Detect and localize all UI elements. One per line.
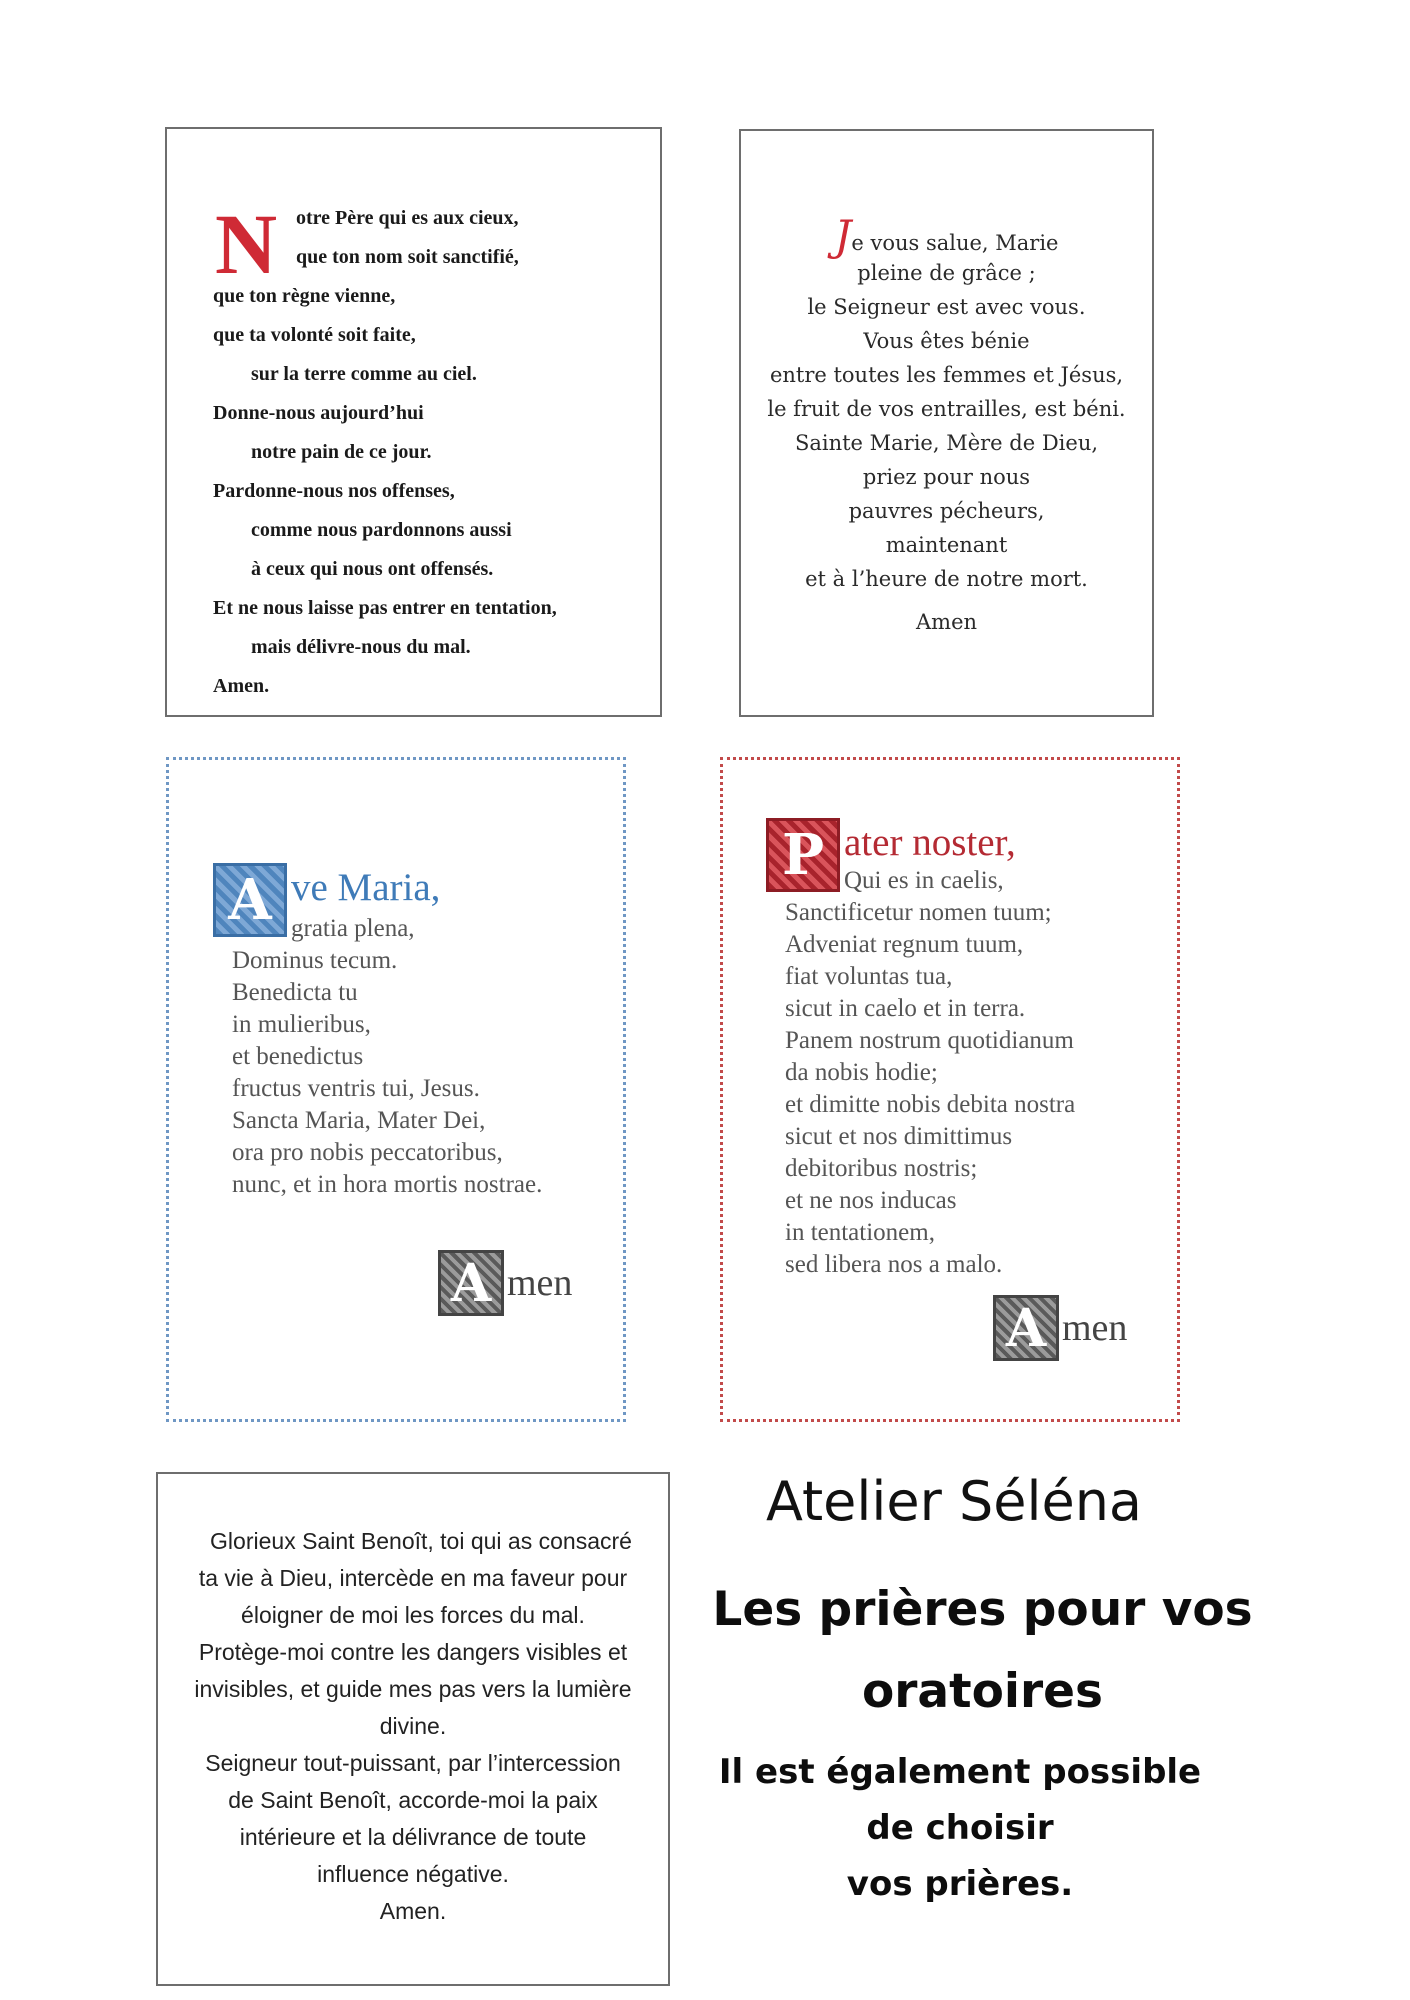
pater-noster-line: sicut in caelo et in terra. (785, 995, 1026, 1022)
notre-pere-line: Amen. (213, 675, 270, 697)
notre-pere-line: otre Père qui es aux cieux, (296, 207, 519, 229)
pater-noster-line: da nobis hodie; (785, 1059, 938, 1086)
saint-benoit-card (156, 1472, 670, 1986)
notre-pere-line: que ton nom soit sanctifié, (296, 246, 519, 268)
ave-maria-line: fructus ventris tui, Jesus. (232, 1075, 480, 1102)
notre-pere-line: sur la terre comme au ciel. (251, 363, 477, 385)
pater-noster-line: sed libera nos a malo. (785, 1251, 1003, 1278)
notre-pere-line: Et ne nous laisse pas entrer en tentation, (213, 597, 557, 619)
pater-noster-line: Sanctificetur nomen tuum; (785, 899, 1052, 926)
pater-noster-line: Adveniat regnum tuum, (785, 931, 1024, 958)
pater-noster-illuminated-initial: P (766, 818, 840, 892)
je-vous-salue-line: Vous êtes bénie (863, 329, 1030, 353)
pater-noster-line: in tentationem, (785, 1219, 935, 1246)
pater-noster-line: Panem nostrum quotidianum (785, 1027, 1074, 1054)
je-vous-salue-line: le fruit de vos entrailles, est béni. (767, 397, 1126, 421)
pater-noster-title: ater noster, (844, 821, 1016, 864)
notre-pere-line: que ta volonté soit faite, (213, 324, 416, 346)
subline-line: de choisir (866, 1808, 1054, 1848)
notre-pere-line: mais délivre-nous du mal. (251, 636, 471, 658)
saint-benoit-line: influence négative. (317, 1861, 509, 1887)
je-vous-salue-line: le Seigneur est avec vous. (807, 295, 1086, 319)
subline-line: Il est également possible (718, 1752, 1202, 1792)
notre-pere-line: notre pain de ce jour. (251, 441, 432, 463)
saint-benoit-line: éloigner de moi les forces du mal. (241, 1602, 585, 1628)
ave-maria-line: Benedicta tu (232, 979, 358, 1006)
notre-pere-line: à ceux qui nous ont offensés. (251, 558, 494, 580)
je-vous-salue-line: maintenant (885, 533, 1008, 557)
je-vous-salue-line: entre toutes les femmes et Jésus, (769, 363, 1124, 387)
pater-noster-line: et ne nos inducas (785, 1187, 957, 1214)
saint-benoit-line: de Saint Benoît, accorde-moi la paix (228, 1787, 598, 1813)
ave-maria-line: nunc, et in hora mortis nostrae. (232, 1171, 543, 1198)
pater-noster-amen-initial: A (993, 1295, 1059, 1361)
notre-pere-line: que ton règne vienne, (213, 285, 396, 307)
headline-line: oratoires (861, 1664, 1104, 1719)
saint-benoit-line: divine. (379, 1713, 447, 1739)
je-vous-salue-line: pauvres pécheurs, (848, 499, 1045, 523)
pater-noster-line: fiat voluntas tua, (785, 963, 953, 990)
saint-benoit-line: ta vie à Dieu, intercède en ma faveur pour (198, 1565, 628, 1591)
saint-benoit-line: intérieure et la délivrance de toute (239, 1824, 587, 1850)
pater-noster-line: Qui es in caelis, (844, 867, 1004, 894)
saint-benoit-line: Amen. (379, 1898, 447, 1924)
notre-pere-line: comme nous pardonnons aussi (251, 519, 512, 541)
je-vous-salue-card (739, 129, 1154, 717)
ave-maria-line: Dominus tecum. (232, 947, 398, 974)
subline-line: vos prières. (846, 1864, 1074, 1904)
ave-maria-line: Sancta Maria, Mater Dei, (232, 1107, 486, 1134)
notre-pere-line: Pardonne-nous nos offenses, (213, 480, 455, 502)
ave-maria-amen-initial: A (438, 1250, 504, 1316)
je-vous-salue-line: et à l’heure de notre mort. (805, 567, 1088, 591)
je-vous-salue-line: priez pour nous (862, 465, 1031, 489)
ave-maria-line: ora pro nobis peccatoribus, (232, 1139, 503, 1166)
notre-pere-dropcap: N (215, 196, 278, 292)
ave-maria-amen: men (507, 1262, 573, 1304)
ave-maria-title: ve Maria, (291, 866, 441, 909)
je-vous-salue-line: Sainte Marie, Mère de Dieu, (794, 431, 1099, 455)
je-vous-salue-amen: Amen (915, 610, 978, 634)
pater-noster-line: et dimitte nobis debita nostra (785, 1091, 1076, 1118)
ave-maria-card (166, 757, 626, 1422)
je-vous-salue-first-line (741, 211, 1152, 260)
brand-name: Atelier Séléna (766, 1470, 1143, 1533)
je-vous-salue-initial: J (834, 211, 852, 260)
saint-benoit-line: Protège-moi contre les dangers visibles et (198, 1639, 628, 1665)
notre-pere-line: Donne-nous aujourd’hui (213, 402, 424, 424)
je-vous-salue-line: pleine de grâce ; (857, 261, 1036, 285)
ave-maria-line: in mulieribus, (232, 1011, 371, 1038)
saint-benoit-line: Seigneur tout-puissant, par l’intercession (205, 1750, 621, 1776)
pater-noster-line: sicut et nos dimittimus (785, 1123, 1013, 1150)
ave-maria-illuminated-initial: A (213, 863, 287, 937)
ave-maria-line: et benedictus (232, 1043, 364, 1070)
pater-noster-card (720, 757, 1180, 1422)
pater-noster-line: debitoribus nostris; (785, 1155, 978, 1182)
je-vous-salue-first-rest: e vous salue, Marie (851, 231, 1059, 255)
saint-benoit-line: invisibles, et guide mes pas vers la lumière (194, 1676, 632, 1702)
notre-pere-card (165, 127, 662, 717)
saint-benoit-line: Glorieux Saint Benoît, toi qui as consacré (210, 1528, 632, 1554)
ave-maria-line: gratia plena, (291, 915, 415, 942)
pater-noster-amen: men (1062, 1307, 1128, 1349)
headline-line: Les prières pour vos (712, 1582, 1253, 1637)
